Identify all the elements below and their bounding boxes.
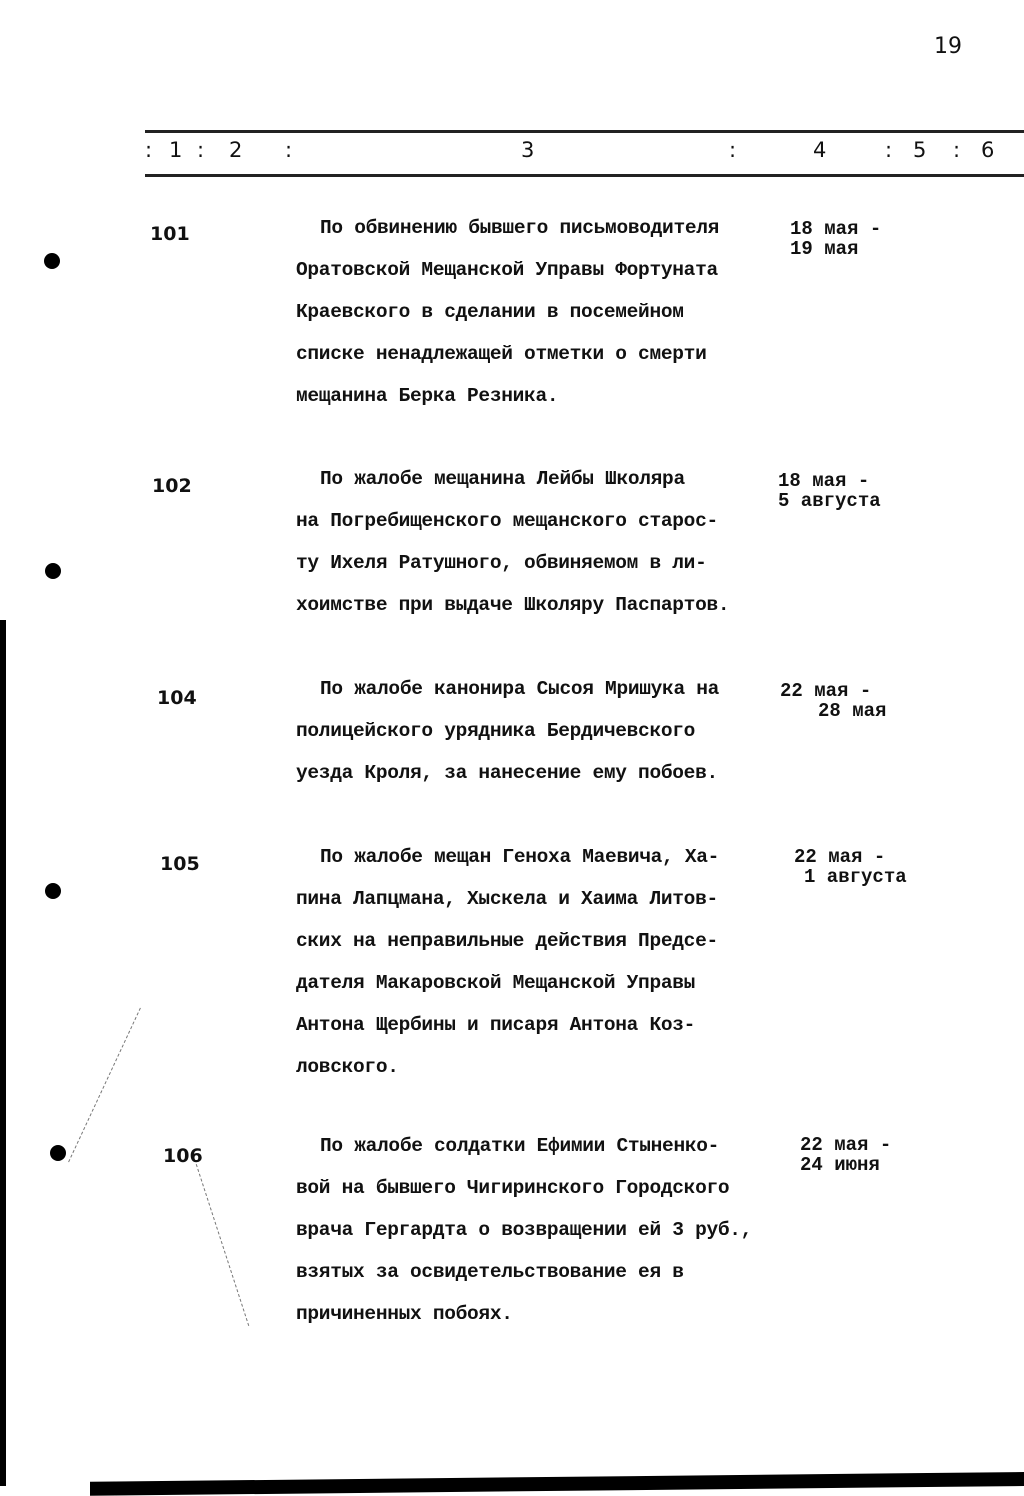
entry-line: По обвинению бывшего письмоводителя <box>320 217 720 239</box>
entry-line: мещанина Берка Резника. <box>296 385 559 407</box>
entry-date-range <box>794 847 907 887</box>
column-header-6: 6 <box>981 138 995 162</box>
entry-line: По жалобе канонира Сысоя Мришука на <box>320 678 720 700</box>
column-separator: : <box>197 138 205 162</box>
column-header-1: 1 <box>169 138 183 162</box>
entry-number: 105 <box>160 853 200 875</box>
entry-line: полицейского урядника Бердичевского <box>296 720 696 742</box>
date-to: 5 августа <box>778 490 881 512</box>
entry-description <box>296 668 786 794</box>
entry-line: ских на неправильные действия Предсе- <box>296 930 718 952</box>
column-separator: : <box>145 138 153 162</box>
entry-line: дателя Макаровской Мещанской Управы <box>296 972 696 994</box>
entry-line: Оратовской Мещанской Управы Фортуната <box>296 259 718 281</box>
entry-line: хоимстве при выдаче Школяру Паспартов. <box>296 594 730 616</box>
date-from: 22 мая - <box>800 1134 892 1156</box>
entry-line: ловского. <box>296 1056 399 1078</box>
entry-line: на Погребищенского мещанского старос- <box>296 510 718 532</box>
entry-line: взятых за освидетельствование ея в <box>296 1261 684 1283</box>
entry-line: ту Ихеля Ратушного, обвиняемом в ли- <box>296 552 707 574</box>
date-to: 19 мая <box>790 238 859 260</box>
entry-number: 102 <box>152 475 192 497</box>
entry-date-range <box>790 219 881 259</box>
entry-line: причиненных побоях. <box>296 1303 513 1325</box>
entry-date-range <box>780 681 886 721</box>
page-number: 19 <box>934 34 962 59</box>
date-to: 28 мая <box>818 700 887 722</box>
entry-date-range <box>800 1135 891 1175</box>
entry-description <box>296 207 786 417</box>
date-from: 22 мая - <box>794 846 886 868</box>
header-bottom-rule <box>145 174 1024 177</box>
punch-hole-icon <box>45 883 61 899</box>
entry-line: списке ненадлежащей отметки о смерти <box>296 343 707 365</box>
column-separator: : <box>953 138 961 162</box>
column-header-4: 4 <box>813 138 827 162</box>
date-to: 1 августа <box>804 866 907 888</box>
entry-date-range <box>778 471 881 511</box>
margin-scratch <box>196 1164 249 1326</box>
entry-description <box>296 836 786 1088</box>
scan-bottom-edge <box>90 1472 1024 1496</box>
column-header-2: 2 <box>229 138 243 162</box>
column-header-3: 3 <box>521 138 535 162</box>
scan-left-edge <box>0 620 6 1486</box>
entry-line: Антона Щербины и писаря Антона Коз- <box>296 1014 696 1036</box>
entry-description <box>296 458 786 626</box>
punch-hole-icon <box>44 253 60 269</box>
entry-line: Краевского в сделании в посемейном <box>296 301 684 323</box>
entry-line: врача Гергардта о возвращении ей 3 руб., <box>296 1219 753 1241</box>
margin-scratch <box>68 1008 141 1162</box>
punch-hole-icon <box>45 563 61 579</box>
date-from: 18 мая - <box>790 218 882 240</box>
entry-line: уезда Кроля, за нанесение ему побоев. <box>296 762 718 784</box>
date-from: 18 мая - <box>778 470 870 492</box>
column-header-5: 5 <box>913 138 927 162</box>
entry-line: пина Лапцмана, Хыскела и Хаима Литов- <box>296 888 718 910</box>
column-separator: : <box>885 138 893 162</box>
entry-number: 101 <box>150 223 190 245</box>
entry-number: 104 <box>157 687 197 709</box>
header-top-rule <box>145 130 1024 133</box>
entry-line: вой на бывшего Чигиринского Городского <box>296 1177 730 1199</box>
date-from: 22 мая - <box>780 680 872 702</box>
punch-hole-icon <box>50 1145 66 1161</box>
date-to: 24 июня <box>800 1154 880 1176</box>
entry-description <box>296 1125 786 1335</box>
entry-line: По жалобе мещан Геноха Маевича, Ха- <box>320 846 720 868</box>
column-separator: : <box>729 138 737 162</box>
column-separator: : <box>285 138 293 162</box>
entry-line: По жалобе солдатки Ефимии Стыненко- <box>320 1135 720 1157</box>
entry-line: По жалобе мещанина Лейбы Школяра <box>320 468 685 490</box>
table-header <box>145 138 1024 168</box>
entry-number: 106 <box>163 1145 203 1167</box>
